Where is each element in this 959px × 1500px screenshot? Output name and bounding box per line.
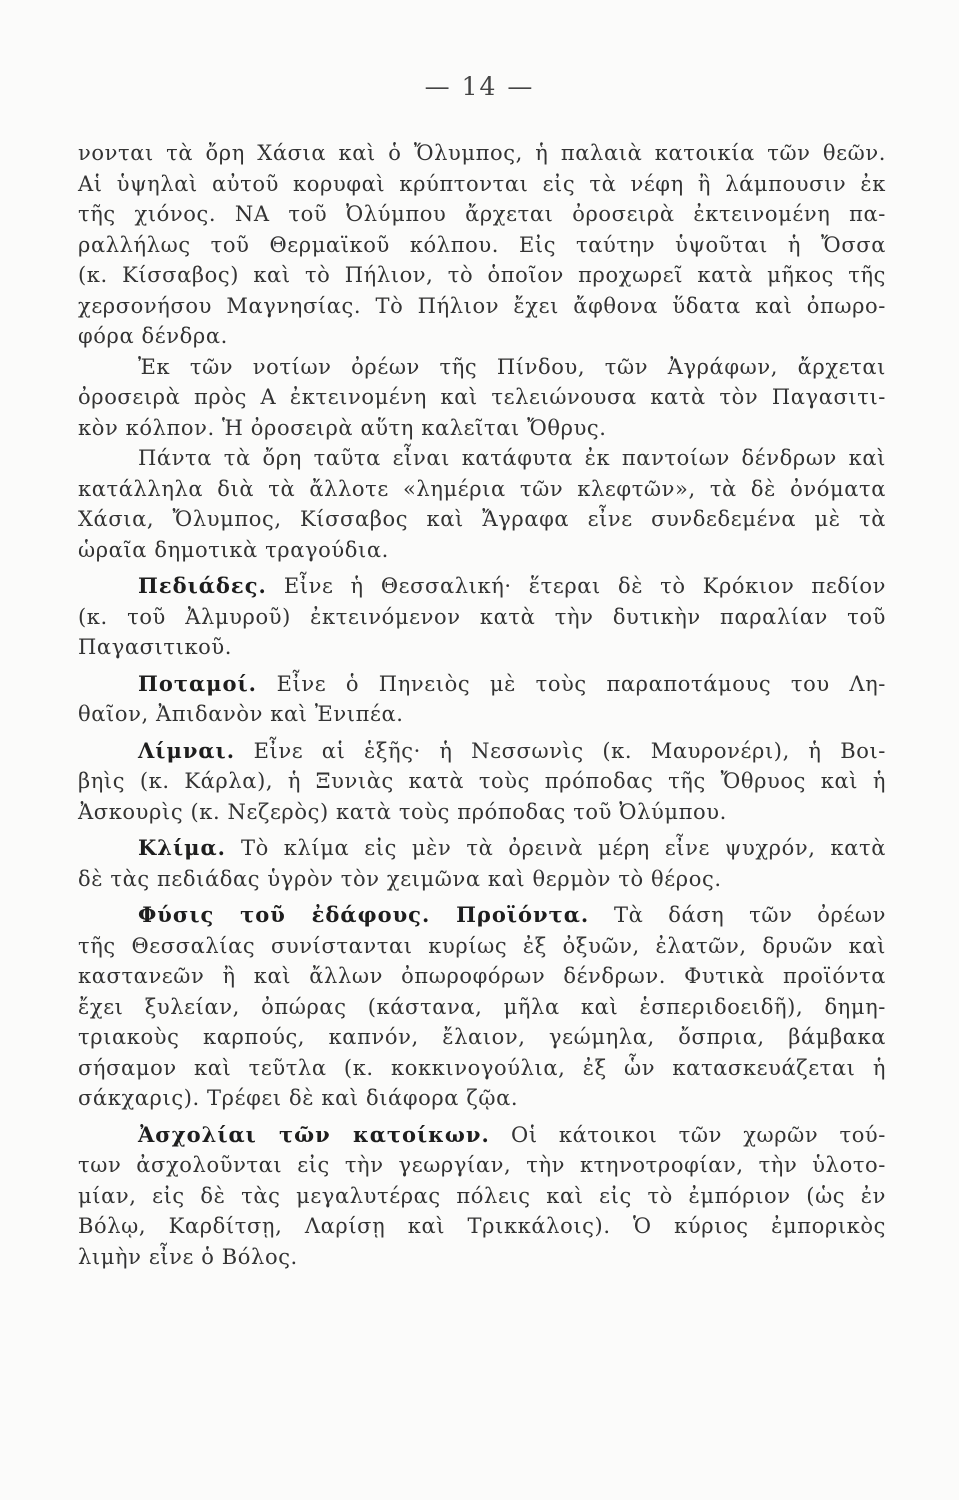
text-line: Αἱ ὑψηλαὶ αὐτοῦ κορυφαὶ κρύπτονται εἰς τὰ νέφη ἢ λάμπουσιν ἐκ: [78, 171, 886, 196]
text-line: ραλλήλως τοῦ Θερμαϊκοῦ κόλπου. Εἰς ταύτην ὑψοῦται ἡ Ὄσσα: [78, 232, 886, 257]
text-line: των ἀσχολοῦνται εἰς τὴν γεωργίαν, τὴν κτηνοτροφίαν, τὴν ὑλοτο-: [78, 1153, 886, 1177]
section-soil-products: Φύσις τοῦ ἐδάφους. Προϊόντα. Τὰ δάση τῶν ὀρέων: [138, 902, 886, 927]
section-heading: Κλίμα.: [138, 835, 226, 860]
section-heading: Φύσις τοῦ ἐδάφους. Προϊόντα.: [138, 902, 590, 927]
section-heading: Λίμναι.: [138, 737, 236, 763]
section-heading: Πεδιάδες.: [138, 573, 267, 598]
text-line: μίαν, εἰς δὲ τὰς μεγαλυτέρας πόλεις καὶ εἰς τὸ ἐμπόριον (ὡς ἐν: [78, 1183, 886, 1208]
section-heading: Ποταμοί.: [138, 670, 257, 696]
page-number: — 14 —: [424, 72, 535, 101]
text-line: τριακοὺς καρπούς, καπνόν, ἔλαιον, γεώμηλα, ὄσπρια, βάμβακα: [78, 1025, 886, 1049]
text-line: θαῖον, Ἀπιδανὸν καὶ Ἐνιπέα.: [78, 702, 404, 726]
text-line: Ἀσκουρὶς (κ. Νεζερὸς) κατὰ τοὺς πρόποδας τοῦ Ὀλύμπου.: [78, 799, 727, 824]
text-line: Βόλῳ, Καρδίτσῃ, Λαρίσῃ καὶ Τρικκάλοις). Ὁ κύριος ἐμπορικὸς: [78, 1214, 886, 1238]
section-plains: Πεδιάδες. Εἶνε ἡ Θεσσαλική· ἕτεραι δὲ τὸ Κρόκιον πεδίον: [138, 573, 886, 598]
text-line: βηὶς (κ. Κάρλα), ἡ Ξυνιὰς κατὰ τοὺς πρόποδας τῆς Ὄθρυος καὶ ἡ: [78, 769, 886, 793]
text-line: δὲ τὰς πεδιάδας ὑγρὸν τὸν χειμῶνα καὶ θερμὸν τὸ θέρος.: [78, 866, 722, 891]
text-line: νονται τὰ ὄρη Χάσια καὶ ὁ Ὄλυμπος, ἡ παλαιὰ κατοικία τῶν θεῶν.: [78, 141, 886, 165]
text-line: κὸν κόλπον. Ἡ ὀροσειρὰ αὕτη καλεῖται Ὄθρυς.: [78, 415, 607, 440]
section-climate: Κλίμα. Τὸ κλίμα εἰς μὲν τὰ ὀρεινὰ μέρη εἶνε ψυχρόν, κατὰ: [138, 835, 886, 860]
text-line: καστανεῶν ἢ καὶ ἄλλων ὀπωροφόρων δένδρων. Φυτικὰ προϊόντα: [78, 964, 886, 988]
text-line: (κ. Κίσσαβος) καὶ τὸ Πήλιον, τὸ ὁποῖον προχωρεῖ κατὰ μῆκος τῆς: [78, 263, 886, 287]
text-line: φόρα δένδρα.: [78, 324, 228, 348]
text-line: τῆς Θεσσαλίας συνίστανται κυρίως ἐξ ὀξυῶν, ἐλατῶν, δρυῶν καὶ: [78, 933, 886, 958]
text-line: Παγασιτικοῦ.: [78, 635, 233, 659]
section-rivers: Ποταμοί. Εἶνε ὁ Πηνειὸς μὲ τοὺς παραποτάμους του Λη-: [138, 670, 886, 696]
text-line: ὀροσειρὰ πρὸς Α ἐκτεινομένη καὶ τελειώνουσα κατὰ τὸν Παγασιτι-: [78, 385, 886, 409]
text-line: Πάντα τὰ ὄρη ταῦτα εἶναι κατάφυτα ἐκ παντοίων δένδρων καὶ: [138, 446, 886, 470]
text-line: σάκχαρις). Τρέφει δὲ καὶ διάφορα ζῷα.: [78, 1086, 519, 1110]
text-line: τῆς χιόνος. ΝΑ τοῦ Ὀλύμπου ἄρχεται ὀροσειρὰ ἐκτεινομένη πα-: [78, 202, 886, 226]
text-line: ὡραῖα δημοτικὰ τραγούδια.: [78, 537, 389, 562]
text-line: Χάσια, Ὄλυμπος, Κίσσαβος καὶ Ἄγραφα εἶνε συνδεδεμένα μὲ τὰ: [78, 507, 886, 531]
section-occupations: Ἀσχολίαι τῶν κατοίκων. Οἱ κάτοικοι τῶν χωρῶν τού-: [138, 1121, 886, 1147]
text-line: κατάλληλα διὰ τὰ ἄλλοτε «λημέρια τῶν κλεφτῶν», τὰ δὲ ὀνόματα: [78, 476, 886, 501]
text-line: (κ. τοῦ Ἀλμυροῦ) ἐκτεινόμενον κατὰ τὴν δυτικὴν παραλίαν τοῦ: [78, 604, 886, 629]
text-line: λιμὴν εἶνε ὁ Βόλος.: [78, 1244, 298, 1269]
section-lakes: Λίμναι. Εἶνε αἱ ἑξῆς· ἡ Νεσσωνὶς (κ. Μαυρονέρι), ἡ Βοι-: [138, 737, 886, 763]
text-line: χερσονήσου Μαγνησίας. Τὸ Πήλιον ἔχει ἄφθονα ὕδατα καὶ ὀπωρο-: [78, 293, 886, 318]
section-heading: Ἀσχολίαι τῶν κατοίκων.: [138, 1121, 490, 1147]
body-text: [78, 138, 886, 1272]
text-line: σήσαμον καὶ τεῦτλα (κ. κοκκινογούλια, ἐξ ὧν κατασκευάζεται ἡ: [78, 1055, 886, 1080]
text-line: ἔχει ξυλείαν, ὀπώρας (κάστανα, μῆλα καὶ ἑσπεριδοειδῆ), δημη-: [78, 994, 886, 1019]
text-line: Ἐκ τῶν νοτίων ὀρέων τῆς Πίνδου, τῶν Ἀγράφων, ἄρχεται: [138, 354, 886, 379]
